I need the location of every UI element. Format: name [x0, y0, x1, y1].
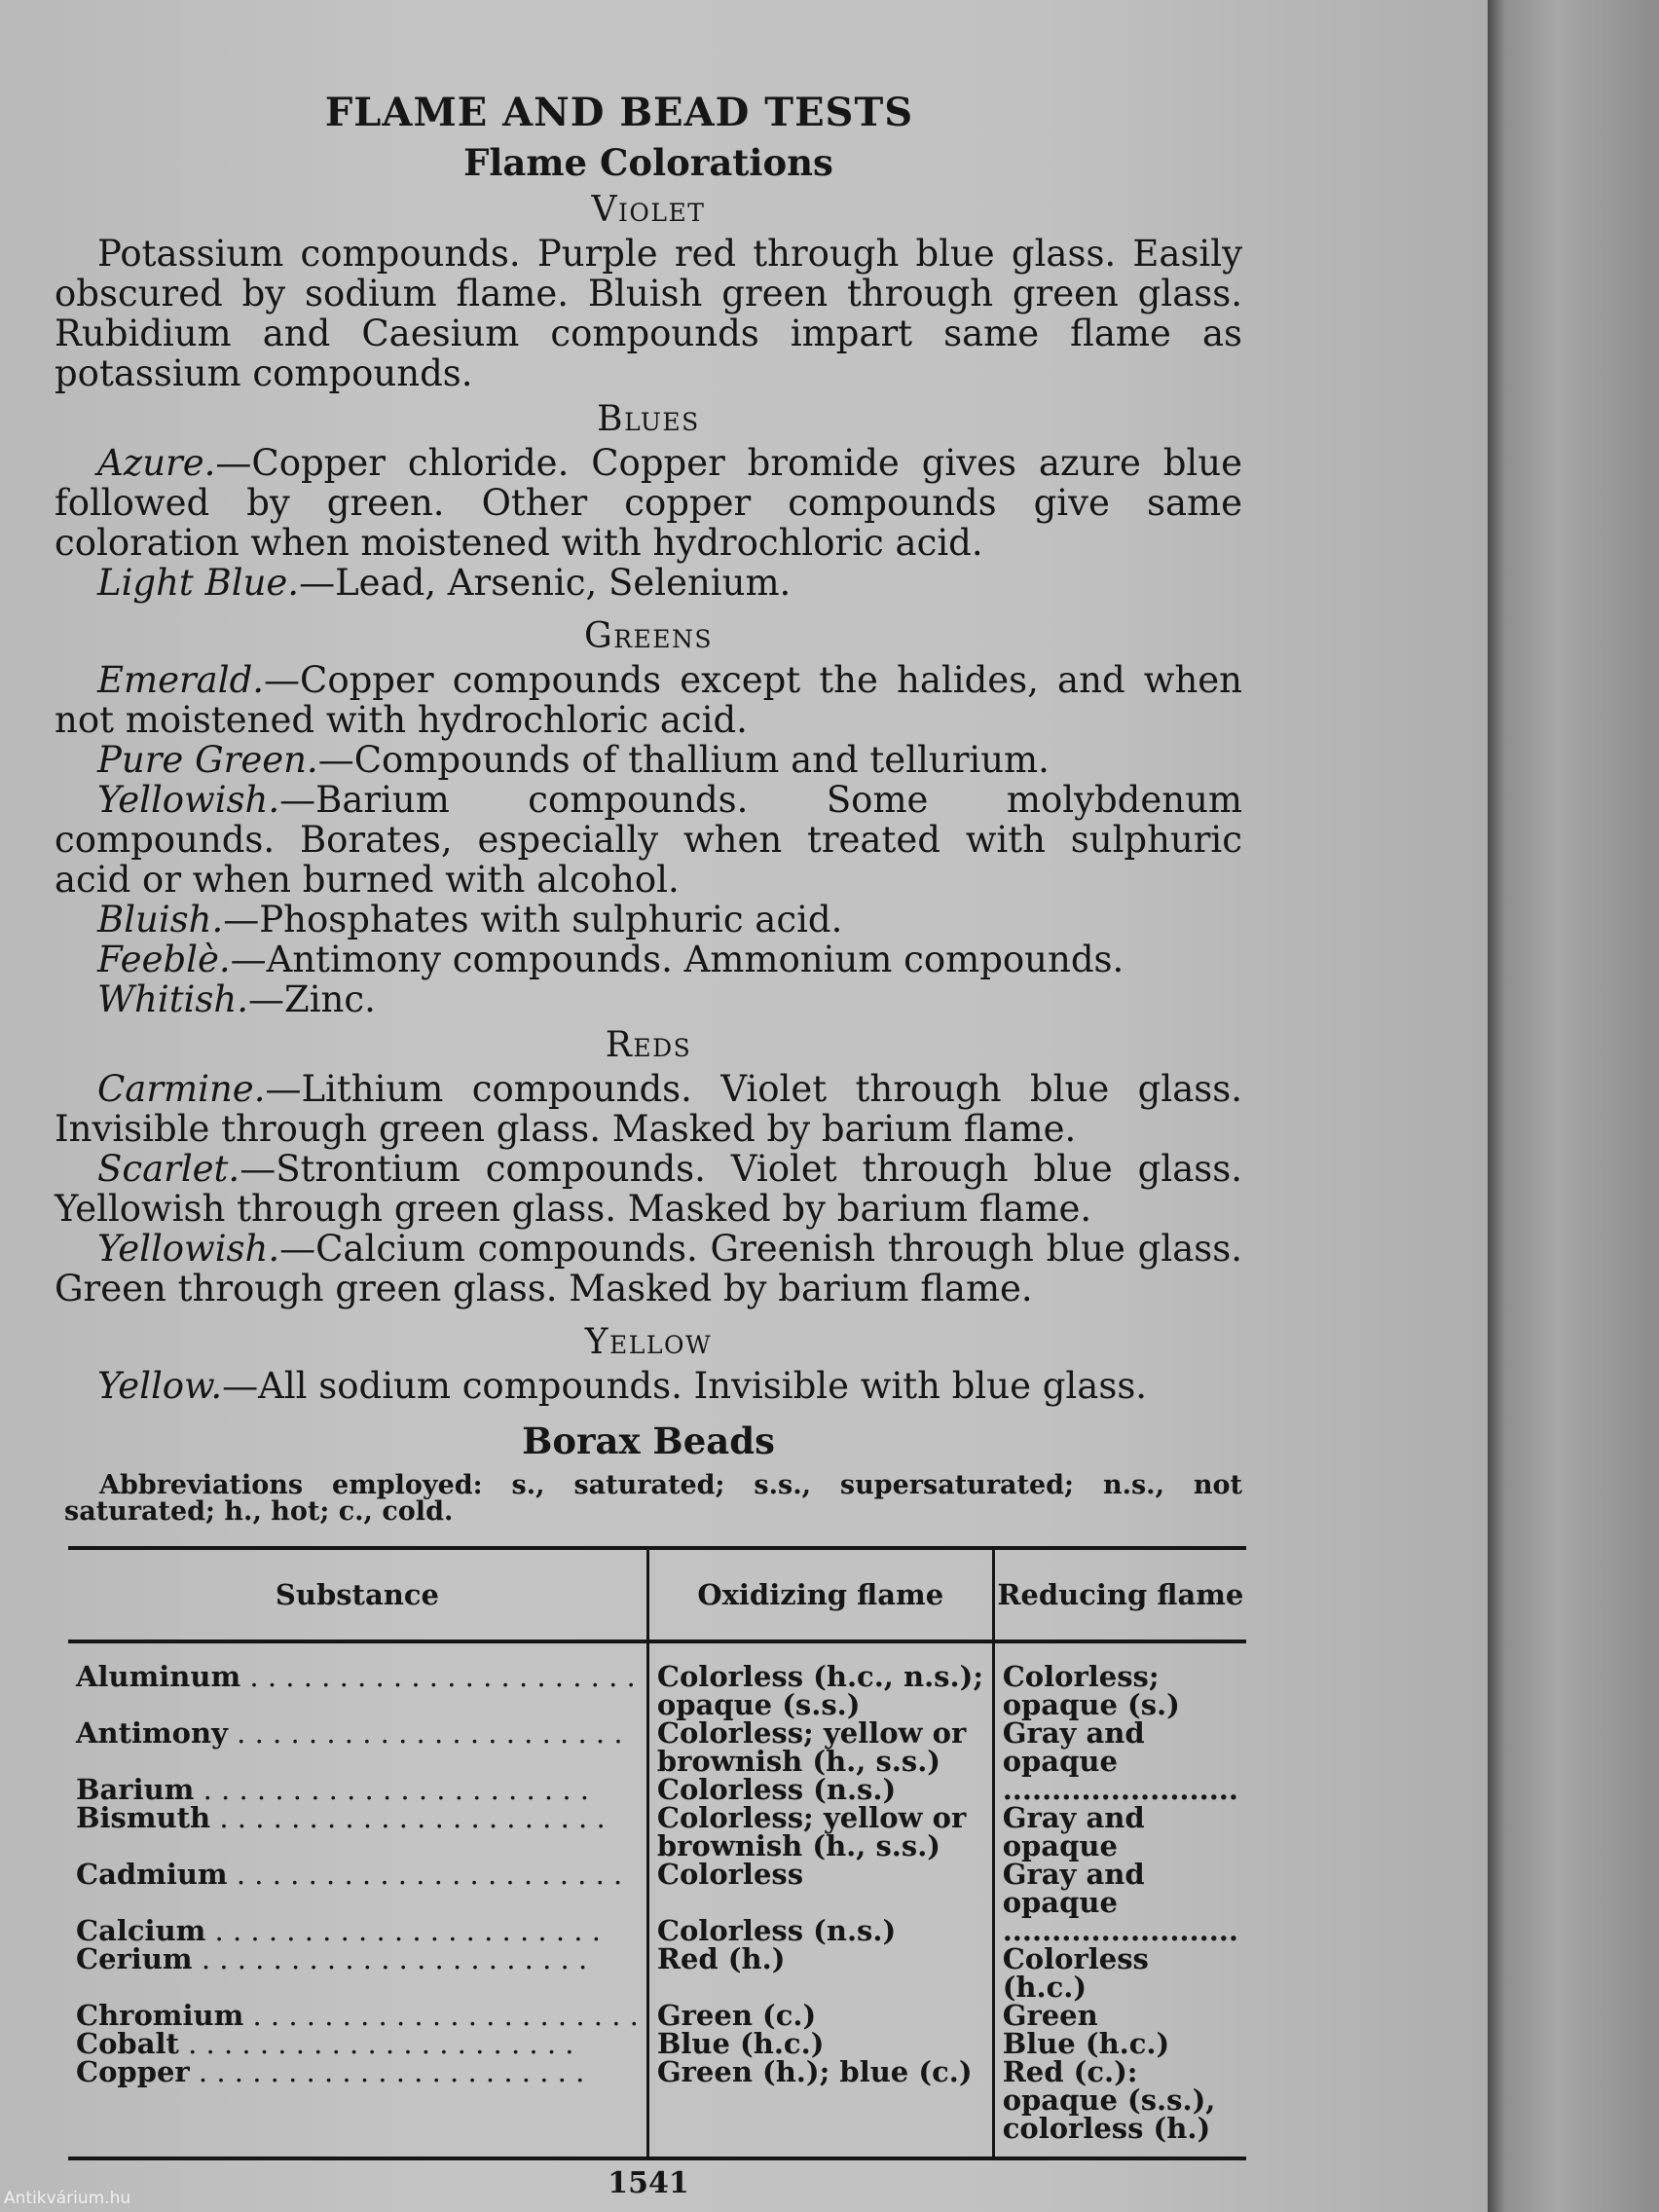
substance-cell: Calcium . . .: [68, 1917, 647, 1945]
oxidizing-cell: Colorless (n.s.): [647, 1776, 993, 1804]
table-row: [68, 1804, 1246, 1861]
column-header-reducing: Reducing flame: [993, 1548, 1246, 1641]
substance-cell: Cadmium . . .: [68, 1861, 647, 1917]
oxidizing-cell: Colorless; yellow or brownish (h., s.s.): [647, 1804, 993, 1861]
entry-term: Light Blue.: [97, 562, 300, 604]
borax-beads-table: [68, 1546, 1246, 2160]
column-header-oxidizing: Oxidizing flame: [647, 1548, 993, 1641]
table-row: [68, 2058, 1246, 2158]
entry-carmine: [55, 1069, 1242, 1149]
reducing-cell: Gray and opaque: [993, 1804, 1246, 1861]
substance-cell: Antimony . . .: [68, 1719, 647, 1776]
reducing-cell: Blue (h.c.): [993, 2030, 1246, 2058]
entry-text: —Phosphates with sulphuric acid.: [223, 899, 843, 940]
substance-cell: Cobalt . . .: [68, 2030, 647, 2058]
entry-term: Whitish.: [97, 978, 248, 1020]
table-row: [68, 1641, 1246, 1719]
entry-term: Bluish.: [97, 899, 224, 940]
table-row: [68, 2030, 1246, 2058]
table-row: [68, 1945, 1246, 2002]
reducing-cell: ........................: [993, 1776, 1246, 1804]
oxidizing-cell: Blue (h.c.): [647, 2030, 993, 2058]
entry-term: Feeblè.: [97, 939, 231, 980]
oxidizing-cell: Colorless; yellow or brownish (h., s.s.): [647, 1719, 993, 1776]
entry-emerald: [55, 660, 1242, 740]
entry-bluish: [55, 900, 1242, 940]
heading-greens: Greens: [583, 616, 714, 656]
page-content: [55, 90, 1242, 2200]
entry-term: Scarlet.: [97, 1148, 240, 1190]
table-row: [68, 1917, 1246, 1945]
heading-yellow: Yellow: [584, 1322, 713, 1362]
reducing-cell: Colorless; opaque (s.): [993, 1641, 1246, 1719]
reducing-cell: Red (c.): opaque (s.s.), colorless (h.): [993, 2058, 1246, 2158]
page-edge: [1488, 0, 1659, 2212]
substance-cell: Bismuth . . .: [68, 1804, 647, 1861]
entry-yellowish-green: [55, 780, 1242, 900]
reducing-cell: Green: [993, 2002, 1246, 2030]
table-row: [68, 1861, 1246, 1917]
violet-text: Potassium compounds. Purple red through blue glass. Easily obscured by sodium flame. Bluish green through green glass. Rubidium and Caesium compounds impart same flame as potassium compounds.: [55, 233, 1242, 394]
oxidizing-cell: Green (h.); blue (c.): [647, 2058, 993, 2158]
table-header-row: [68, 1548, 1246, 1641]
watermark: Antikvárium.hu: [4, 2189, 131, 2208]
oxidizing-cell: Colorless: [647, 1861, 993, 1917]
entry-pure-green: [55, 740, 1242, 780]
abbreviations-note: Abbreviations employed: s., saturated; s.s., supersaturated; n.s., not saturated; h., hot; c., cold.: [64, 1470, 1242, 1527]
entry-feeble: [55, 940, 1242, 979]
entry-azure: [55, 443, 1242, 563]
heading-blues: Blues: [597, 399, 700, 439]
heading-reds: Reds: [605, 1025, 692, 1065]
oxidizing-cell: Colorless (h.c., n.s.); opaque (s.s.): [647, 1641, 993, 1719]
page-title: FLAME AND BEAD TESTS: [324, 90, 914, 135]
reducing-cell: ........................: [993, 1917, 1246, 1945]
substance-cell: Aluminum . . .: [68, 1641, 647, 1719]
entry-text: —Copper chloride. Copper bromide gives azure blue followed by green. Other copper compounds give same coloration when moistened with hydrochloric acid.: [55, 442, 1242, 564]
table-row: [68, 1719, 1246, 1776]
entry-light-blue: [55, 563, 1242, 603]
entry-term: Yellowish.: [97, 779, 280, 821]
entry-term: Carmine.: [97, 1068, 266, 1110]
entry-term: Yellowish.: [97, 1228, 280, 1270]
entry-term: Azure.: [97, 442, 216, 484]
entry-text: —Calcium compounds. Greenish through blue glass. Green through green glass. Masked by barium flame.: [55, 1228, 1242, 1309]
heading-violet: Violet: [591, 190, 706, 230]
entry-text: —Zinc.: [247, 978, 376, 1020]
reducing-cell: Gray and opaque: [993, 1719, 1246, 1776]
table-row: [68, 2002, 1246, 2030]
entry-whitish: [55, 979, 1242, 1019]
substance-cell: Cerium . . .: [68, 1945, 647, 2002]
section-title-flame: Flame Colorations: [463, 141, 833, 184]
reducing-cell: Gray and opaque: [993, 1861, 1246, 1917]
entry-term: Pure Green.: [97, 739, 318, 781]
substance-cell: Copper . . .: [68, 2058, 647, 2158]
entry-text: —Lead, Arsenic, Selenium.: [299, 562, 792, 604]
entry-term: Yellow.: [97, 1365, 223, 1407]
oxidizing-cell: Red (h.): [647, 1945, 993, 2002]
entry-text: —Lithium compounds. Violet through blue glass. Invisible through green glass. Masked by barium flame.: [55, 1068, 1242, 1150]
column-header-substance: Substance: [68, 1548, 647, 1641]
reducing-cell: Colorless (h.c.): [993, 1945, 1246, 2002]
entry-text: —Strontium compounds. Violet through blue glass. Yellowish through green glass. Masked by barium flame.: [55, 1148, 1242, 1230]
entry-text: —All sodium compounds. Invisible with blue glass.: [222, 1365, 1148, 1407]
entry-term: Emerald.: [97, 659, 265, 701]
entry-yellow: [55, 1366, 1242, 1406]
entry-text: —Antimony compounds. Ammonium compounds.: [230, 939, 1124, 980]
table-row: [68, 1776, 1246, 1804]
page-number: 1541: [608, 2166, 689, 2200]
oxidizing-cell: Colorless (n.s.): [647, 1917, 993, 1945]
entry-text: —Copper compounds except the halides, and when not moistened with hydrochloric acid.: [55, 659, 1242, 741]
entry-text: —Barium compounds. Some molybdenum compounds. Borates, especially when treated with sulphuric acid or when burned with alcohol.: [55, 779, 1242, 901]
entry-text: —Compounds of thallium and tellurium.: [317, 739, 1050, 781]
substance-cell: Barium . . .: [68, 1776, 647, 1804]
entry-scarlet: [55, 1149, 1242, 1229]
oxidizing-cell: Green (c.): [647, 2002, 993, 2030]
entry-yellowish-red: [55, 1229, 1242, 1309]
section-title-borax: Borax Beads: [522, 1419, 775, 1462]
substance-cell: Chromium . . .: [68, 2002, 647, 2030]
